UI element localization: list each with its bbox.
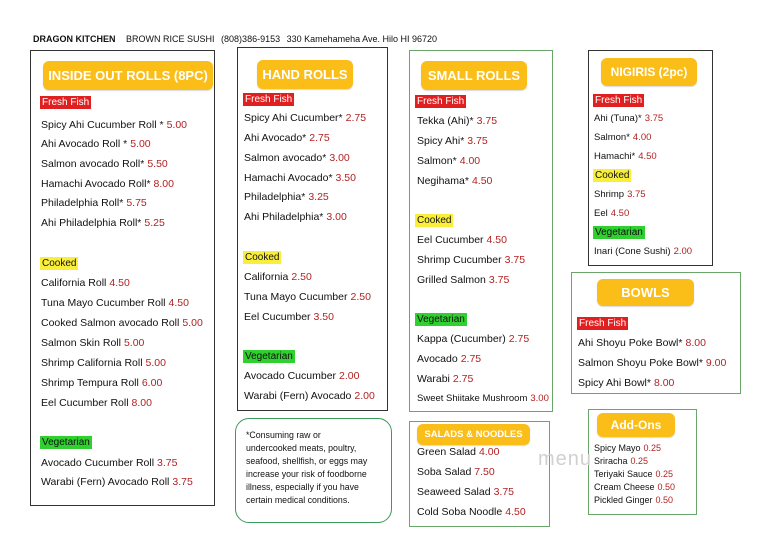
menu-item: Inari (Cone Sushi) 2.00 (594, 246, 693, 257)
menu-item: Pickled Ginger 0.50 (594, 495, 674, 505)
menu-item: Shrimp 3.75 (594, 189, 646, 200)
menu-item: Ahi Shoyu Poke Bowl* 8.00 (578, 337, 706, 349)
menu-item: Green Salad 4.00 (417, 446, 500, 458)
menu-item: Ahi Avocado Roll * 5.00 (41, 138, 151, 150)
menu-item: Tuna Mayo Cucumber Roll 4.50 (41, 297, 189, 309)
consumption-warning-note (235, 418, 392, 523)
hand-rolls-fresh-tag: Fresh Fish (245, 94, 293, 105)
menu-item: Spicy Ahi Cucumber Roll * 5.00 (41, 119, 187, 131)
nigiris-fresh-tag: Fresh Fish (595, 95, 643, 106)
menu-item: Avocado 2.75 (417, 353, 482, 365)
menu-item: Tekka (Ahi)* 3.75 (417, 115, 498, 127)
menu-item: Warabi (Fern) Avocado 2.00 (244, 390, 375, 402)
hand-rolls-veg-tag: Vegetarian (245, 351, 293, 362)
menu-item: Negihama* 4.50 (417, 175, 493, 187)
menu-item: Avocado Cucumber Roll 3.75 (41, 457, 178, 469)
menu-item: Spicy Ahi Cucumber* 2.75 (244, 112, 367, 124)
menu-item: Warabi 2.75 (417, 373, 474, 385)
menu-item: Cream Cheese 0.50 (594, 482, 676, 492)
menu-item: Grilled Salmon 3.75 (417, 274, 510, 286)
menu-item: Teriyaki Sauce 0.25 (594, 469, 674, 479)
menu-item: Eel Cucumber 4.50 (417, 234, 507, 246)
menu-item: Sweet Shiitake Mushroom 3.00 (417, 393, 549, 404)
menu-item: California Roll 4.50 (41, 277, 130, 289)
menu-item: Eel 4.50 (594, 208, 630, 219)
menu-item: Cooked Salmon avocado Roll 5.00 (41, 317, 203, 329)
nigiris-title: NIGIRIS (2pc) (601, 58, 697, 86)
restaurant-name: DRAGON KITCHEN (33, 34, 116, 44)
menu-item: Cold Soba Noodle 4.50 (417, 506, 526, 518)
watermark: menu (538, 448, 593, 470)
menu-item: Seaweed Salad 3.75 (417, 486, 514, 498)
menu-item: Hamachi Avocado Roll* 8.00 (41, 178, 174, 190)
menu-item: Shrimp Cucumber 3.75 (417, 254, 526, 266)
nigiris-veg-tag: Vegetarian (595, 227, 643, 238)
inside-out-fresh-tag: Fresh Fish (42, 97, 90, 108)
menu-item: Salmon avocado Roll* 5.50 (41, 158, 168, 170)
notice-line: *Consuming raw or (246, 430, 321, 440)
menu-item: Philadelphia* 3.25 (244, 191, 329, 203)
restaurant-address: 330 Kamehameha Ave. Hilo HI 96720 (286, 34, 438, 44)
inside-out-rolls-title: INSIDE OUT ROLLS (8PC) (43, 61, 213, 90)
notice-line: seafood, shellfish, or eggs may (246, 456, 368, 466)
menu-item: Shrimp Tempura Roll 6.00 (41, 377, 163, 389)
menu-item: Kappa (Cucumber) 2.75 (417, 333, 530, 345)
restaurant-phone: (808)386-9153 (221, 34, 281, 44)
menu-item: Spicy Mayo 0.25 (594, 443, 662, 453)
menu-item: Ahi (Tuna)* 3.75 (594, 113, 664, 124)
restaurant-subtitle: BROWN RICE SUSHI (126, 34, 215, 44)
inside-out-veg-tag: Vegetarian (42, 437, 90, 448)
small-rolls-fresh-tag: Fresh Fish (417, 96, 465, 107)
menu-item: Shrimp California Roll 5.00 (41, 357, 166, 369)
menu-item: Tuna Mayo Cucumber 2.50 (244, 291, 371, 303)
menu-item: Eel Cucumber Roll 8.00 (41, 397, 152, 409)
menu-item: Hamachi* 4.50 (594, 151, 657, 162)
menu-item: Spicy Ahi Bowl* 8.00 (578, 377, 675, 389)
menu-item: California 2.50 (244, 271, 312, 283)
hand-rolls-cooked-tag: Cooked (245, 252, 280, 263)
menu-item: Ahi Avocado* 2.75 (244, 132, 330, 144)
menu-item: Avocado Cucumber 2.00 (244, 370, 360, 382)
menu-item: Hamachi Avocado* 3.50 (244, 172, 356, 184)
menu-item: Eel Cucumber 3.50 (244, 311, 334, 323)
menu-item: Warabi (Fern) Avocado Roll 3.75 (41, 476, 193, 488)
salads-noodles-title: SALADS & NOODLES (417, 424, 530, 445)
notice-line: undercooked meats, poultry, (246, 443, 357, 453)
small-rolls-cooked-tag: Cooked (417, 215, 452, 226)
menu-item: Sriracha 0.25 (594, 456, 649, 466)
nigiris-cooked-tag: Cooked (595, 170, 630, 181)
inside-out-cooked-tag: Cooked (42, 258, 77, 269)
menu-item: Salmon avocado* 3.00 (244, 152, 350, 164)
menu-item: Spicy Ahi* 3.75 (417, 135, 488, 147)
restaurant-header (33, 34, 441, 44)
notice-line: increase your risk of foodborne (246, 469, 367, 479)
small-rolls-title: SMALL ROLLS (421, 61, 527, 90)
menu-item: Salmon Shoyu Poke Bowl* 9.00 (578, 357, 727, 369)
addons-title: Add-Ons (597, 413, 675, 437)
menu-item: Salmon Skin Roll 5.00 (41, 337, 145, 349)
menu-item: Salmon* 4.00 (417, 155, 481, 167)
notice-line: illness, especially if you have (246, 482, 359, 492)
menu-item: Philadelphia Roll* 5.75 (41, 197, 147, 209)
bowls-fresh-tag: Fresh Fish (579, 318, 627, 329)
hand-rolls-title: HAND ROLLS (257, 60, 353, 89)
menu-item: Ahi Philadelphia* 3.00 (244, 211, 347, 223)
menu-item: Salmon* 4.00 (594, 132, 652, 143)
menu-item: Ahi Philadelphia Roll* 5.25 (41, 217, 165, 229)
menu-item: Soba Salad 7.50 (417, 466, 495, 478)
small-rolls-veg-tag: Vegetarian (417, 314, 465, 325)
notice-line: certain medical conditions. (246, 495, 350, 505)
bowls-title: BOWLS (597, 279, 694, 306)
